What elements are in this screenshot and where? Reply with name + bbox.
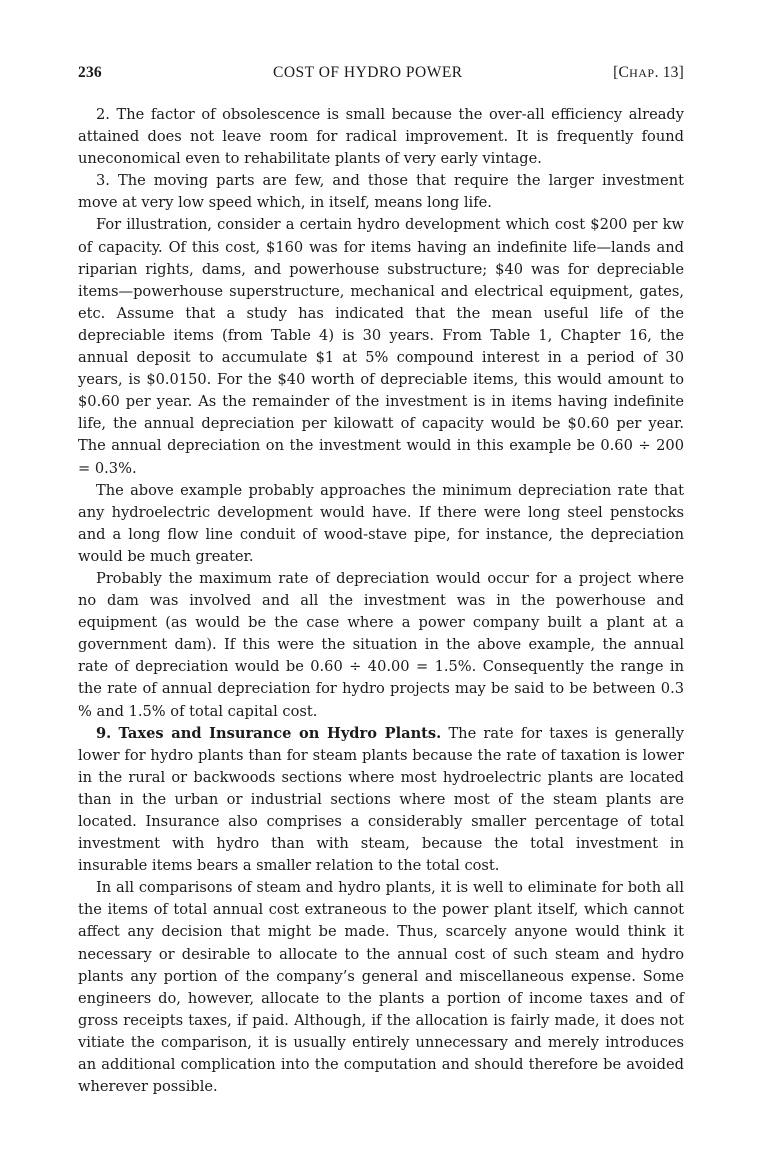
section-9-text: The rate for taxes is generally lower for hydro plants than for steam plants because the rate of taxation is lower in the rural or backwoods sections where most hydroelectric plants are located than in the urban or industrial sections where most of the steam plants are located. Insurance also comprises a considerably smaller percentage of total investment with hydro than with steam, because the total investment in insurable items bears a smaller relation to the total cost. <box>78 724 684 875</box>
paragraph-obsolescence: 2. The factor of obsolescence is small because the over-all efficiency already attained does not leave room for radical improvement. It is frequently found uneconomical even to rehabilitate plants of very early vintage. <box>78 106 684 168</box>
chapter-smallcaps: HAP <box>629 66 655 80</box>
paragraph-comparisons: In all comparisons of steam and hydro plants, it is well to eliminate for both all the items of total annual cost extraneous to the power plant itself, which cannot affect any decision that might be made. Thus, scarcely anyone would think it necessary or desirable to allocate to the annual cost of such steam and hydro plants any portion of the company’s general and miscellaneous expense. Some engineers do, however, allocate to the plants a portion of income taxes and of gross receipts taxes, if paid. Although, if the allocation is fairly made, it does not vitiate the comparison, it is usually entirely unnecessary and merely introduces an additional complication into the computation and should therefore be avoided wherever possible. <box>78 879 684 1096</box>
paragraph-maximum-rate: Probably the maximum rate of depreciation would occur for a project where no dam was involved and all the investment was in the powerhouse and equipment (as would be the case where a power company built a plant at a government dam). If this were the situation in the above example, the annual rate of depreciation would be 0.60 ÷ 40.00 = 1.5%. Consequently the range in the rate of annual depreciation for hydro projects may be said to be between 0.3 % and 1.5% of total capital cost. <box>78 569 684 720</box>
body-text <box>78 104 684 1098</box>
paragraph-minimum-rate: The above example probably approaches the minimum depreciation rate that any hydroelectric development would have. If there were long steel penstocks and a long flow line conduit of wood-stave pipe, for instance, the depreciation would be much greater. <box>78 481 684 565</box>
section-9-paragraph <box>78 723 684 878</box>
chapter-label <box>613 64 684 82</box>
paragraph-moving-parts: 3. The moving parts are few, and those that require the larger investment move at very low speed which, in itself, means long life. <box>78 172 684 212</box>
book-page <box>78 64 684 1098</box>
running-head <box>78 64 684 88</box>
chapter-open: [C <box>613 64 630 81</box>
section-9-heading: Taxes and Insurance on Hydro Plants. <box>118 724 442 742</box>
page-number: 236 <box>78 64 102 81</box>
running-title: COST OF HYDRO POWER <box>273 64 463 81</box>
chapter-close: . 13] <box>654 64 684 81</box>
section-9-number: 9. <box>96 724 112 742</box>
paragraph-illustration: For illustration, consider a certain hydro development which cost $200 per kw of capacity. Of this cost, $160 was for items having an indefinite life—lands and riparian rights, dams, and powerhouse substructure; $40 was for depreciable items—powerhouse superstructure, mechanical and electrical equipment, gates, etc. Assume that a study has indicated that the mean useful life of the depreciable items (from Table 4) is 30 years. From Table 1, Chapter 16, the annual deposit to accumulate $1 at 5% compound interest in a period of 30 years, is $0.0150. For the $40 worth of depreciable items, this would amount to $0.60 per year. As the remainder of the investment is in items having indefinite life, the annual depreciation per kilowatt of capacity would be $0.60 per year. The annual depreciation on the investment would in this example be 0.60 ÷ 200 = 0.3%. <box>78 216 684 477</box>
